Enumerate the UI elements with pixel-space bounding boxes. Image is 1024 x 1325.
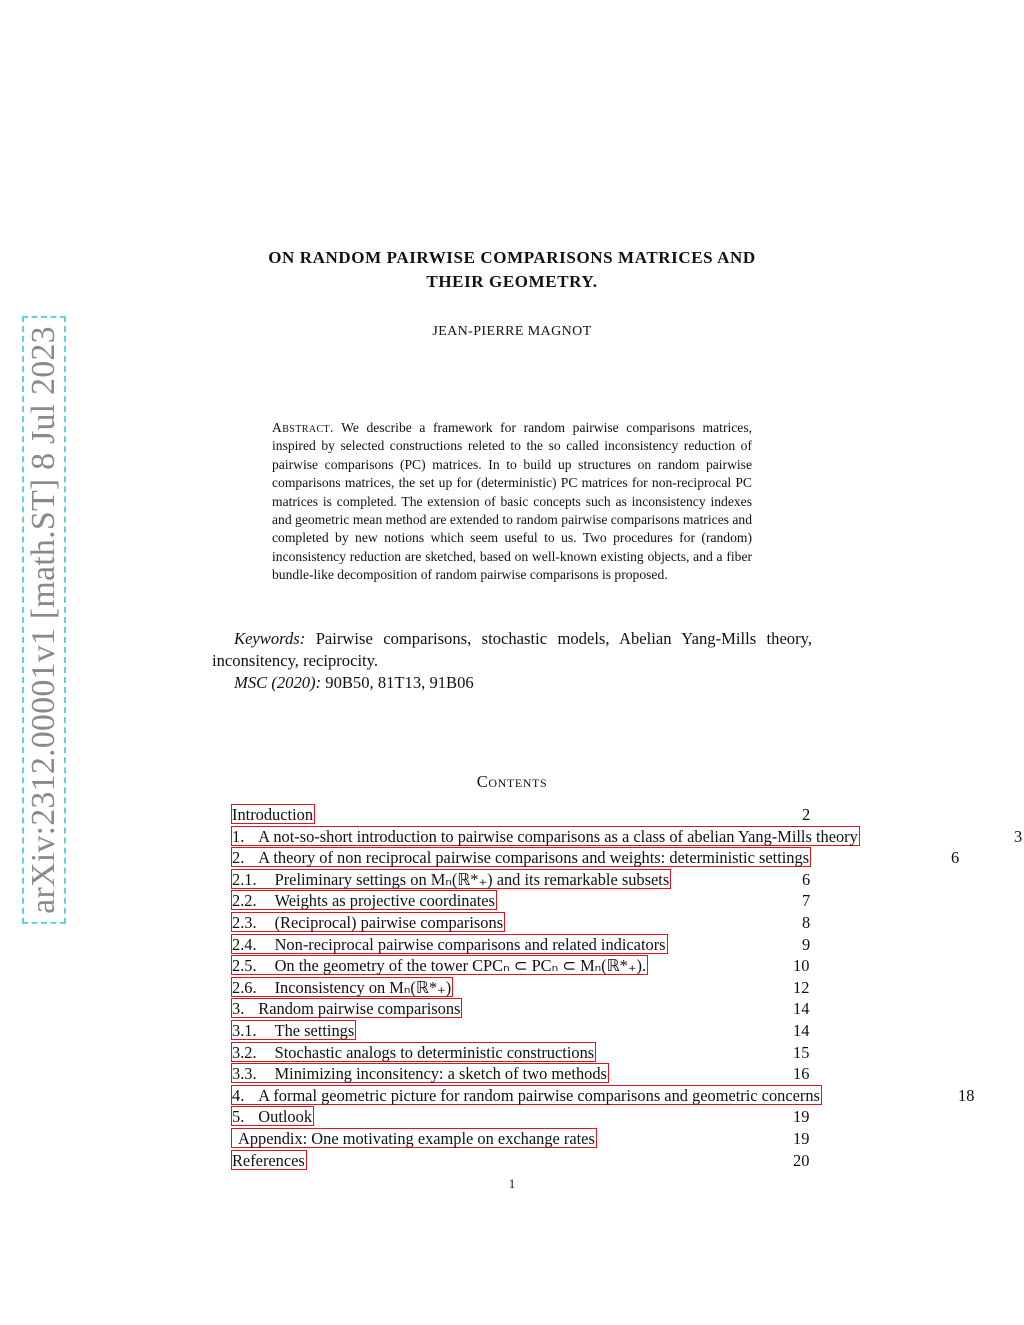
toc-title: Random pairwise comparisons [258, 999, 461, 1019]
toc-number: 2.2. [232, 891, 257, 911]
msc-text: 90B50, 81T13, 91B06 [325, 673, 474, 692]
toc-entry [231, 847, 811, 868]
toc-page-number: 8 [802, 913, 811, 932]
toc-page-number: 20 [793, 1150, 810, 1170]
toc-link[interactable] [231, 1063, 609, 1083]
toc-number: 2.1. [232, 869, 257, 889]
toc-link[interactable] [231, 890, 497, 910]
toc-title: Stochastic analogs to deterministic constructions [274, 1042, 595, 1062]
toc-title: Introduction [232, 805, 314, 824]
toc-title: A formal geometric picture for random pairwise comparisons and geometric concerns [258, 1085, 820, 1105]
toc-entry [231, 1106, 314, 1127]
toc-number: 3.2. [232, 1042, 257, 1062]
toc-link[interactable] [231, 826, 860, 846]
toc-title: Minimizing inconsitency: a sketch of two methods [274, 1064, 607, 1084]
toc-title: Preliminary settings on Mₙ(ℝ*₊) and its remarkable subsets [274, 869, 670, 889]
toc-entry [231, 998, 462, 1019]
toc-entry [231, 977, 453, 998]
toc-entry [231, 1128, 597, 1149]
toc-entry [231, 1085, 822, 1106]
msc-classification [234, 672, 474, 694]
toc-number: 2. [232, 848, 245, 868]
toc-title: A not-so-short introduction to pairwise comparisons as a class of abelian Yang-Mills theory [258, 826, 858, 846]
keywords-text: Pairwise comparisons, stochastic models, Abelian Yang-Mills theory, inconsitency, reciprocity. [212, 629, 812, 670]
toc-link[interactable] [231, 1085, 822, 1105]
contents-heading: Contents [476, 772, 548, 791]
toc-page-number: 9 [802, 934, 811, 954]
toc-entry [231, 1042, 596, 1063]
abstract [272, 419, 752, 585]
toc-link[interactable] [231, 869, 671, 889]
toc-page-number: 3 [1014, 826, 1023, 846]
arxiv-identifier-stamp[interactable]: arXiv:2312.00001v1 [math.ST] 8 Jul 2023 [22, 316, 66, 924]
toc-entry [231, 1020, 356, 1041]
keywords [212, 628, 812, 672]
title-line-1: ON RANDOM PAIRWISE COMPARISONS MATRICES AND [268, 248, 756, 267]
toc-link[interactable] [231, 934, 668, 954]
toc-title: (Reciprocal) pairwise comparisons [274, 913, 504, 932]
toc-number: 2.4. [232, 934, 257, 954]
toc-number: 2.5. [232, 956, 257, 976]
page-number: 1 [508, 1176, 516, 1191]
toc-link[interactable] [231, 804, 315, 824]
author-name: JEAN-PIERRE MAGNOT [432, 324, 592, 339]
toc-page-number: 19 [793, 1107, 810, 1127]
toc-page-number: 14 [793, 1021, 810, 1040]
toc-page-number: 6 [951, 848, 960, 868]
toc-entry [231, 804, 315, 825]
paper-title [180, 246, 844, 294]
toc-entry [231, 934, 668, 955]
toc-number: 3. [232, 999, 245, 1019]
toc-page-number: 12 [793, 977, 810, 997]
toc-title: Outlook [258, 1107, 313, 1127]
toc-number: 1. [232, 826, 245, 846]
toc-link[interactable] [231, 1020, 356, 1040]
toc-link[interactable] [231, 955, 648, 975]
toc-link[interactable] [231, 912, 505, 932]
toc-entry [231, 1063, 609, 1084]
toc-link[interactable] [231, 998, 462, 1018]
keywords-label: Keywords: [234, 629, 306, 648]
toc-entry [231, 912, 505, 933]
toc-link[interactable] [231, 977, 453, 997]
toc-entry [231, 955, 648, 976]
toc-title: The settings [274, 1021, 355, 1040]
toc-link[interactable] [231, 1128, 597, 1148]
msc-label: MSC (2020): [234, 673, 322, 692]
toc-page-number: 10 [793, 956, 810, 976]
toc-link[interactable] [231, 1150, 307, 1170]
toc-number: 2.3. [232, 913, 257, 932]
toc-title: On the geometry of the tower CPCₙ ⊂ PCₙ ⊂ Mₙ(ℝ*₊). [274, 956, 647, 976]
toc-title: References [232, 1150, 305, 1170]
toc-entry [231, 1150, 307, 1171]
toc-page-number: 7 [802, 891, 811, 911]
toc-number: 5. [232, 1107, 245, 1127]
toc-page-number: 14 [793, 999, 810, 1019]
toc-title: Weights as projective coordinates [274, 891, 495, 911]
toc-link[interactable] [231, 847, 811, 867]
toc-page-number: 19 [793, 1129, 810, 1148]
toc-number: 3.3. [232, 1064, 257, 1084]
toc-page-number: 15 [793, 1042, 810, 1062]
toc-title: A theory of non reciprocal pairwise comparisons and weights: deterministic settings [258, 848, 810, 868]
toc-entry [231, 890, 497, 911]
toc-page-number: 18 [958, 1085, 975, 1105]
toc-page-number: 2 [802, 805, 811, 824]
toc-title: Non-reciprocal pairwise comparisons and related indicators [274, 934, 666, 954]
abstract-heading: Abstract. [272, 420, 334, 435]
title-line-2: THEIR GEOMETRY. [426, 272, 598, 291]
toc-page-number: 6 [802, 869, 811, 889]
toc-link[interactable] [231, 1042, 596, 1062]
toc-entry [231, 826, 860, 847]
toc-title: Inconsistency on Mₙ(ℝ*₊) [274, 977, 452, 997]
toc-number: 4. [232, 1085, 245, 1105]
toc-page-number: 16 [793, 1064, 810, 1084]
abstract-text: We describe a framework for random pairwise comparisons matrices, inspired by selected constructions releted to the so called inconsistency reduction of pairwise comparisons (PC) matrices. In to build up structures on random pairwise comparisons matrices, the set up for (deterministic) PC matrices for non-reciprocal PC matrices is completed. The extension of basic concepts such as inconsistency indexes and geometric mean method are extended to random pairwise comparisons matrices and completed by new notions which seem useful to us. Two procedures for (random) inconsistency reduction are sketched, based on well-known existing objects, and a fiber bundle-like decomposition of random pairwise comparisons is proposed. [272, 420, 753, 583]
toc-title: Appendix: One motivating example on exchange rates [238, 1129, 595, 1148]
toc-number: 2.6. [232, 977, 257, 997]
toc-entry [231, 869, 671, 890]
toc-link[interactable] [231, 1106, 314, 1126]
toc-number: 3.1. [232, 1021, 257, 1040]
